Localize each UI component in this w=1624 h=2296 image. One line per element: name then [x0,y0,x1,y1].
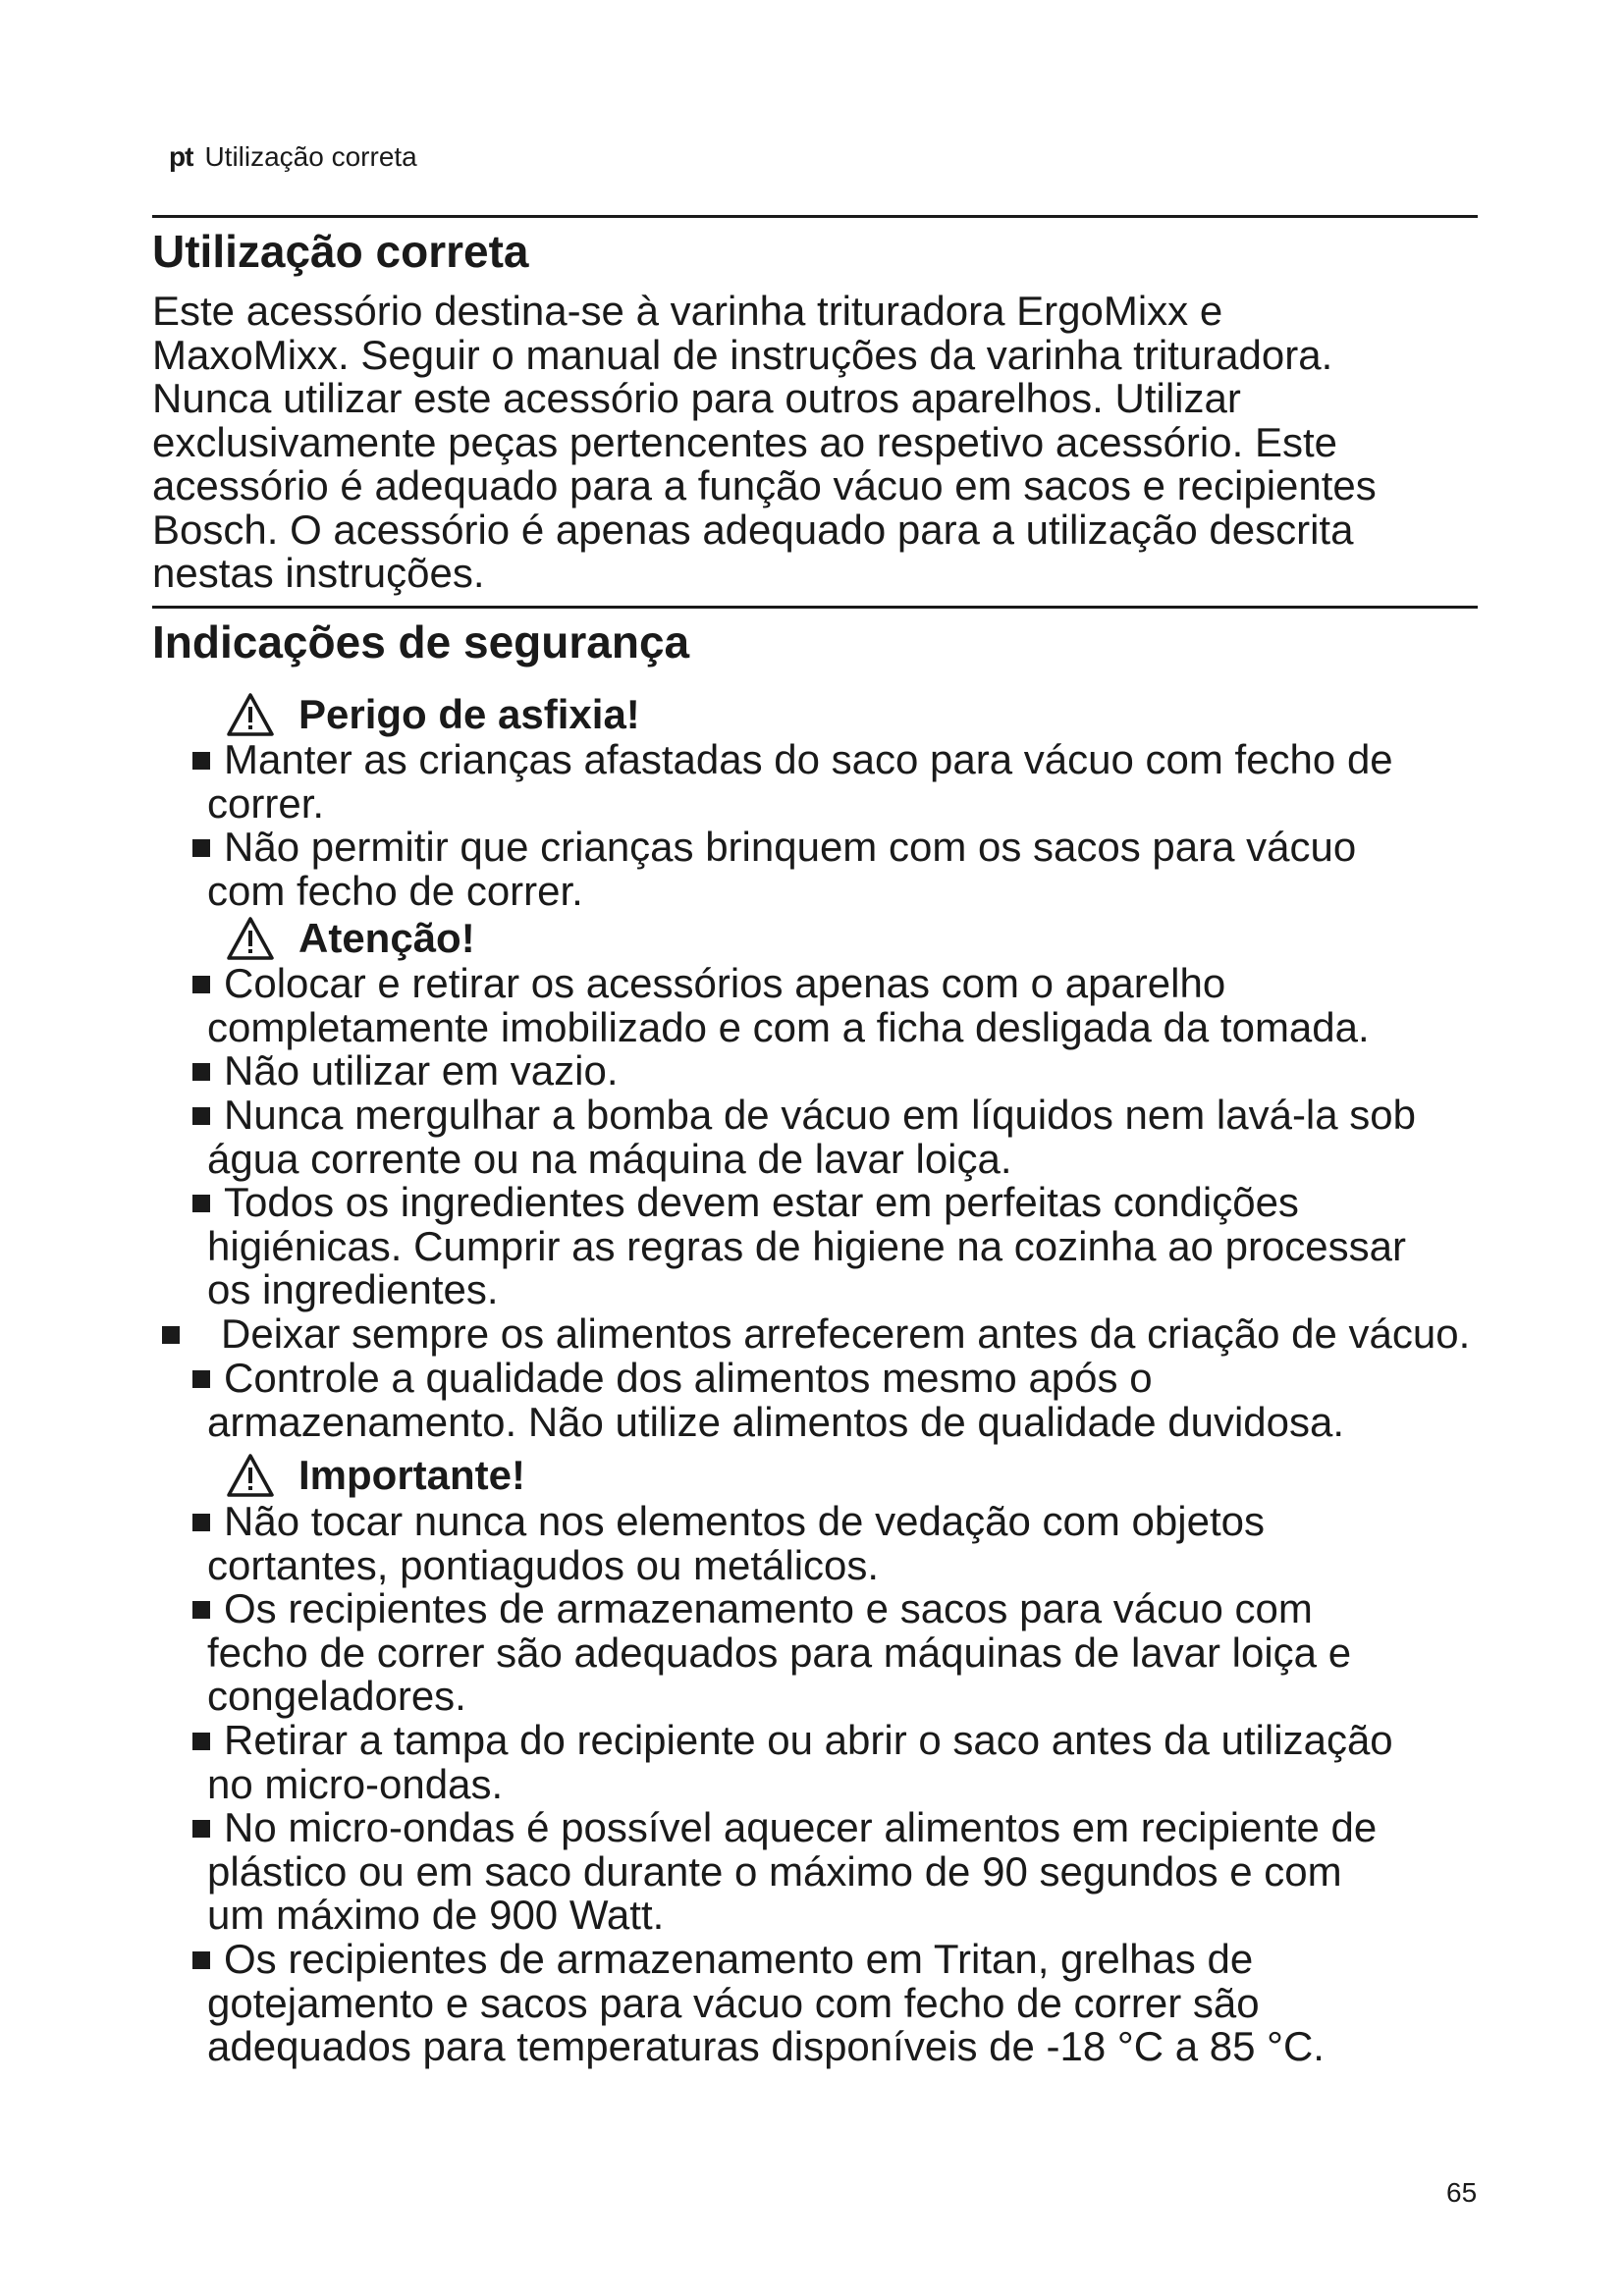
list-item-text: cortantes, pontiagudos ou metálicos. [207,1541,880,1588]
list-item-text: No micro-ondas é possível aquecer alimentos em recipiente de [224,1804,1378,1850]
warning-heading-suffocation [226,691,640,738]
warning-heading-text: Atenção! [298,915,475,961]
list-item [192,1181,1406,1312]
bullet-square-icon [192,1107,210,1125]
list-item-text: higiénicas. Cumprir as regras de higiene na cozinha ao processar [207,1222,1406,1269]
list-item-text: água corrente ou na máquina de lavar loiça. [207,1135,1012,1182]
list-item [192,1500,1265,1587]
list-item [192,738,1393,826]
list-item-text: Todos os ingredientes devem estar em perfeitas condições [224,1179,1299,1225]
list-item-text: Não tocar nunca nos elementos de vedação com objetos [224,1498,1265,1544]
correct-use-paragraph [152,290,1488,596]
section-rule [152,606,1478,609]
list-item-text: Manter as crianças afastadas do saco para vácuo com fecho de [224,736,1393,782]
bullet-square-icon [162,1326,180,1344]
warning-heading-attention [226,915,475,962]
list-item [192,1357,1344,1444]
page-number: 65 [1446,2177,1478,2208]
paragraph-line: Nunca utilizar este acessório para outros aparelhos. Utilizar [152,375,1241,421]
language-code: pt [169,141,193,172]
list-item [192,1094,1416,1181]
bullet-square-icon [192,1820,210,1838]
bullet-square-icon [192,839,210,857]
bullet-square-icon [192,1370,210,1388]
list-item-text: adequados para temperaturas disponíveis de -18 °C a 85 °C. [207,2023,1325,2069]
list-item-text: no micro-ondas. [207,1760,504,1807]
bullet-square-icon [192,1514,210,1531]
list-item [192,962,1370,1049]
list-item-text: congeladores. [207,1673,466,1719]
bullet-square-icon [192,1195,210,1212]
list-item-text: fecho de correr são adequados para máquinas de lavar loiça e [207,1629,1352,1676]
paragraph-line: Este acessório destina-se à varinha trituradora ErgoMixx e [152,288,1223,334]
list-item-text: Nunca mergulhar a bomba de vácuo em líquidos nem lavá-la sob [224,1092,1417,1138]
list-item [192,1587,1351,1719]
list-item-text: Os recipientes de armazenamento em Tritan, grelhas de [224,1936,1254,1982]
list-item-text: Colocar e retirar os acessórios apenas com o aparelho [224,960,1226,1006]
warning-heading-text: Importante! [298,1452,525,1498]
list-item [192,1806,1377,1938]
warning-triangle-icon [226,692,275,737]
bullet-square-icon [192,1951,210,1969]
list-item-text: correr. [207,779,325,827]
running-header [169,141,417,173]
section-title-correct-use: Utilização correta [152,226,529,277]
list-item-text: armazenamento. Não utilize alimentos de qualidade duvidosa. [207,1398,1345,1445]
warning-triangle-icon [226,916,275,961]
warning-heading-text: Perigo de asfixia! [298,691,640,737]
running-title: Utilização correta [204,141,417,172]
bullet-square-icon [192,1733,210,1750]
paragraph-line: exclusivamente peças pertencentes ao respetivo acessório. Este [152,418,1337,465]
list-item-text: Não permitir que crianças brinquem com os sacos para vácuo [224,824,1357,870]
warning-triangle-icon [226,1453,275,1498]
list-item-text: Deixar sempre os alimentos arrefecerem antes da criação de vácuo. [221,1310,1471,1357]
bullet-square-icon [192,1601,210,1619]
list-item-text: plástico ou em saco durante o máximo de 90 segundos e com [207,1847,1342,1895]
bullet-square-icon [192,1063,210,1081]
list-item-text: com fecho de correr. [207,867,583,914]
section-title-safety: Indicações de segurança [152,616,690,667]
list-item [192,1049,618,1094]
list-item-text: completamente imobilizado e com a ficha desligada da tomada. [207,1003,1370,1050]
list-item [162,1312,1470,1357]
paragraph-line: nestas instruções. [152,550,485,596]
list-item-text: Não utilizar em vazio. [224,1047,619,1094]
bullet-square-icon [192,752,210,770]
list-item-text: os ingredientes. [207,1266,499,1312]
paragraph-line: Bosch. O acessório é apenas adequado para a utilização descrita [152,506,1354,553]
list-item-text: Retirar a tampa do recipiente ou abrir o saco antes da utilização [224,1717,1393,1763]
list-item [192,1938,1325,2069]
list-item-text: Controle a qualidade dos alimentos mesmo após o [224,1355,1153,1401]
list-item-text: gotejamento e sacos para vácuo com fecho de correr são [207,1979,1260,2026]
list-item-text: Os recipientes de armazenamento e sacos para vácuo com [224,1585,1313,1631]
section-rule [152,215,1478,218]
paragraph-line: acessório é adequado para a função vácuo em sacos e recipientes [152,462,1377,508]
paragraph-line: MaxoMixx. Seguir o manual de instruções da varinha trituradora. [152,331,1333,378]
list-item [192,826,1356,913]
list-item-text: um máximo de 900 Watt. [207,1892,665,1938]
list-item [192,1719,1393,1806]
bullet-square-icon [192,976,210,993]
warning-heading-important [226,1452,525,1499]
